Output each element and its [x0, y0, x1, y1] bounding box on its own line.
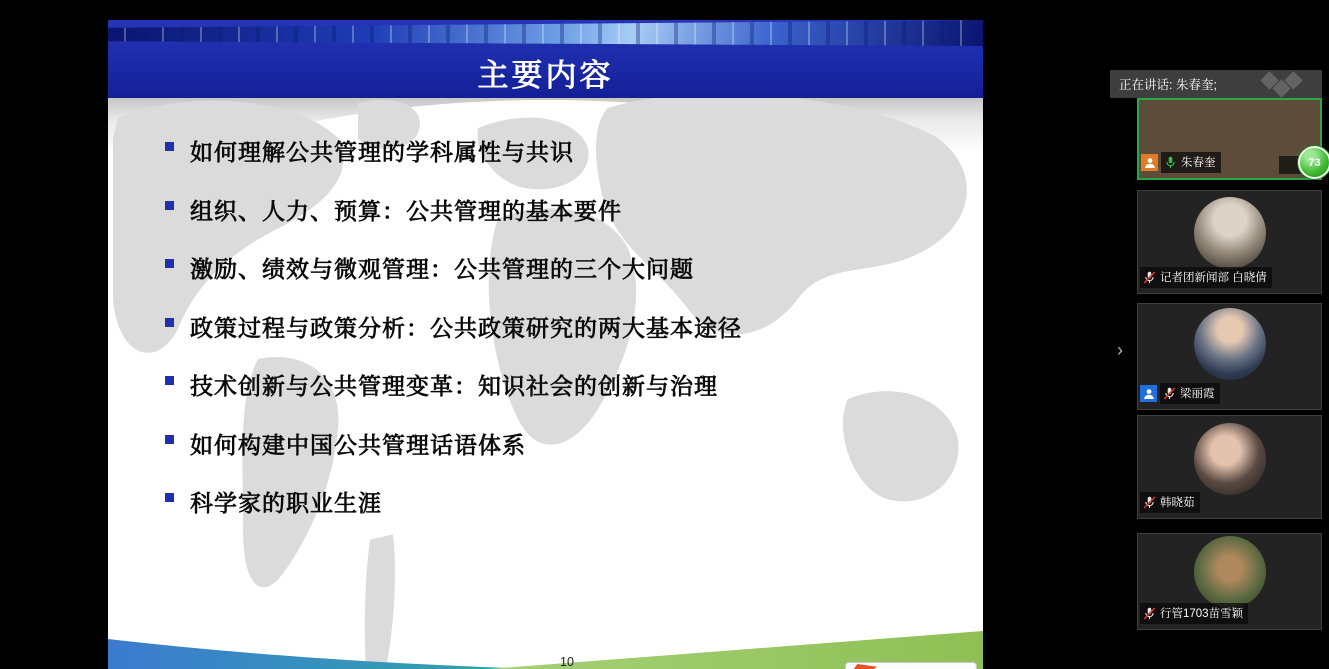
- mic-muted-icon: [1143, 496, 1156, 509]
- bullet-item: [108, 251, 983, 282]
- participant-tile-lianglixia[interactable]: [1137, 303, 1322, 410]
- bullet-text: 技术创新与公共管理变革：知识社会的创新与治理: [190, 373, 718, 399]
- avatar: [1194, 536, 1266, 608]
- share-toolbar-logo-icon: [853, 664, 877, 669]
- share-toolbar[interactable]: [845, 662, 977, 669]
- participant-name: 行管1703苗雪颖: [1160, 608, 1244, 620]
- member-person-icon: [1140, 385, 1157, 402]
- sidebar-collapse-arrow[interactable]: ›: [1117, 340, 1123, 360]
- slide-page-number: 10: [560, 655, 574, 669]
- participant-name: 梁丽霞: [1180, 388, 1215, 400]
- bullet-text: 如何理解公共管理的学科属性与共识: [190, 139, 574, 165]
- participant-tile-miaoxueying[interactable]: [1137, 533, 1322, 630]
- mic-muted-icon: [1143, 271, 1156, 284]
- participant-tile-hanxiaoru[interactable]: [1137, 415, 1322, 519]
- participant-name: 朱春奎: [1181, 157, 1216, 169]
- avatar: [1194, 197, 1266, 269]
- bullet-item: [108, 134, 983, 165]
- bullet-item: [108, 485, 983, 516]
- participant-nameplate: [1140, 383, 1220, 404]
- bullet-text: 组织、人力、预算：公共管理的基本要件: [190, 197, 622, 224]
- reaction-count-badge: 73: [1298, 146, 1329, 179]
- circuit-decoration: [108, 20, 983, 46]
- participant-tile-zhuchunkui[interactable]: [1137, 98, 1322, 180]
- bullet-item: [108, 427, 983, 458]
- speaking-indicator-bar: [1110, 70, 1322, 98]
- avatar: [1194, 308, 1266, 380]
- participant-name: 韩晓茹: [1160, 497, 1195, 509]
- bullet-square-icon: [165, 201, 174, 210]
- shared-slide: [108, 20, 983, 669]
- bullet-text: 科学家的职业生涯: [190, 490, 382, 516]
- participant-nameplate: [1140, 492, 1200, 513]
- slide-bullet-list: [108, 134, 983, 544]
- slide-body: [108, 98, 983, 669]
- bullet-square-icon: [165, 435, 174, 444]
- slide-title: 主要内容: [477, 58, 614, 93]
- bullet-square-icon: [165, 318, 174, 327]
- slide-title-banner: [108, 20, 983, 98]
- bullet-square-icon: [165, 259, 174, 268]
- speaking-indicator-text: 正在讲话: 朱春奎;: [1119, 78, 1217, 92]
- bullet-text: 如何构建中国公共管理话语体系: [190, 431, 526, 458]
- mic-muted-icon: [1143, 607, 1156, 620]
- participant-nameplate: [1141, 152, 1221, 173]
- bullet-item: [108, 368, 983, 399]
- bullet-square-icon: [165, 142, 174, 151]
- bullet-square-icon: [165, 376, 174, 385]
- bullet-item: [108, 310, 983, 341]
- bullet-text: 激励、绩效与微观管理：公共管理的三个大问题: [190, 256, 694, 282]
- participant-nameplate: [1140, 603, 1248, 624]
- participant-name: 记者团新闻部 白晓倩: [1160, 272, 1267, 284]
- bullet-square-icon: [165, 493, 174, 502]
- mic-active-icon: [1164, 156, 1177, 169]
- bullet-item: [108, 193, 983, 224]
- host-person-icon: [1141, 154, 1158, 171]
- mic-muted-icon: [1163, 387, 1176, 400]
- participant-nameplate: [1140, 267, 1272, 288]
- participant-tile-baixiaoqian[interactable]: [1137, 190, 1322, 294]
- bullet-text: 政策过程与政策分析：公共政策研究的两大基本途径: [190, 314, 742, 341]
- avatar: [1194, 423, 1266, 495]
